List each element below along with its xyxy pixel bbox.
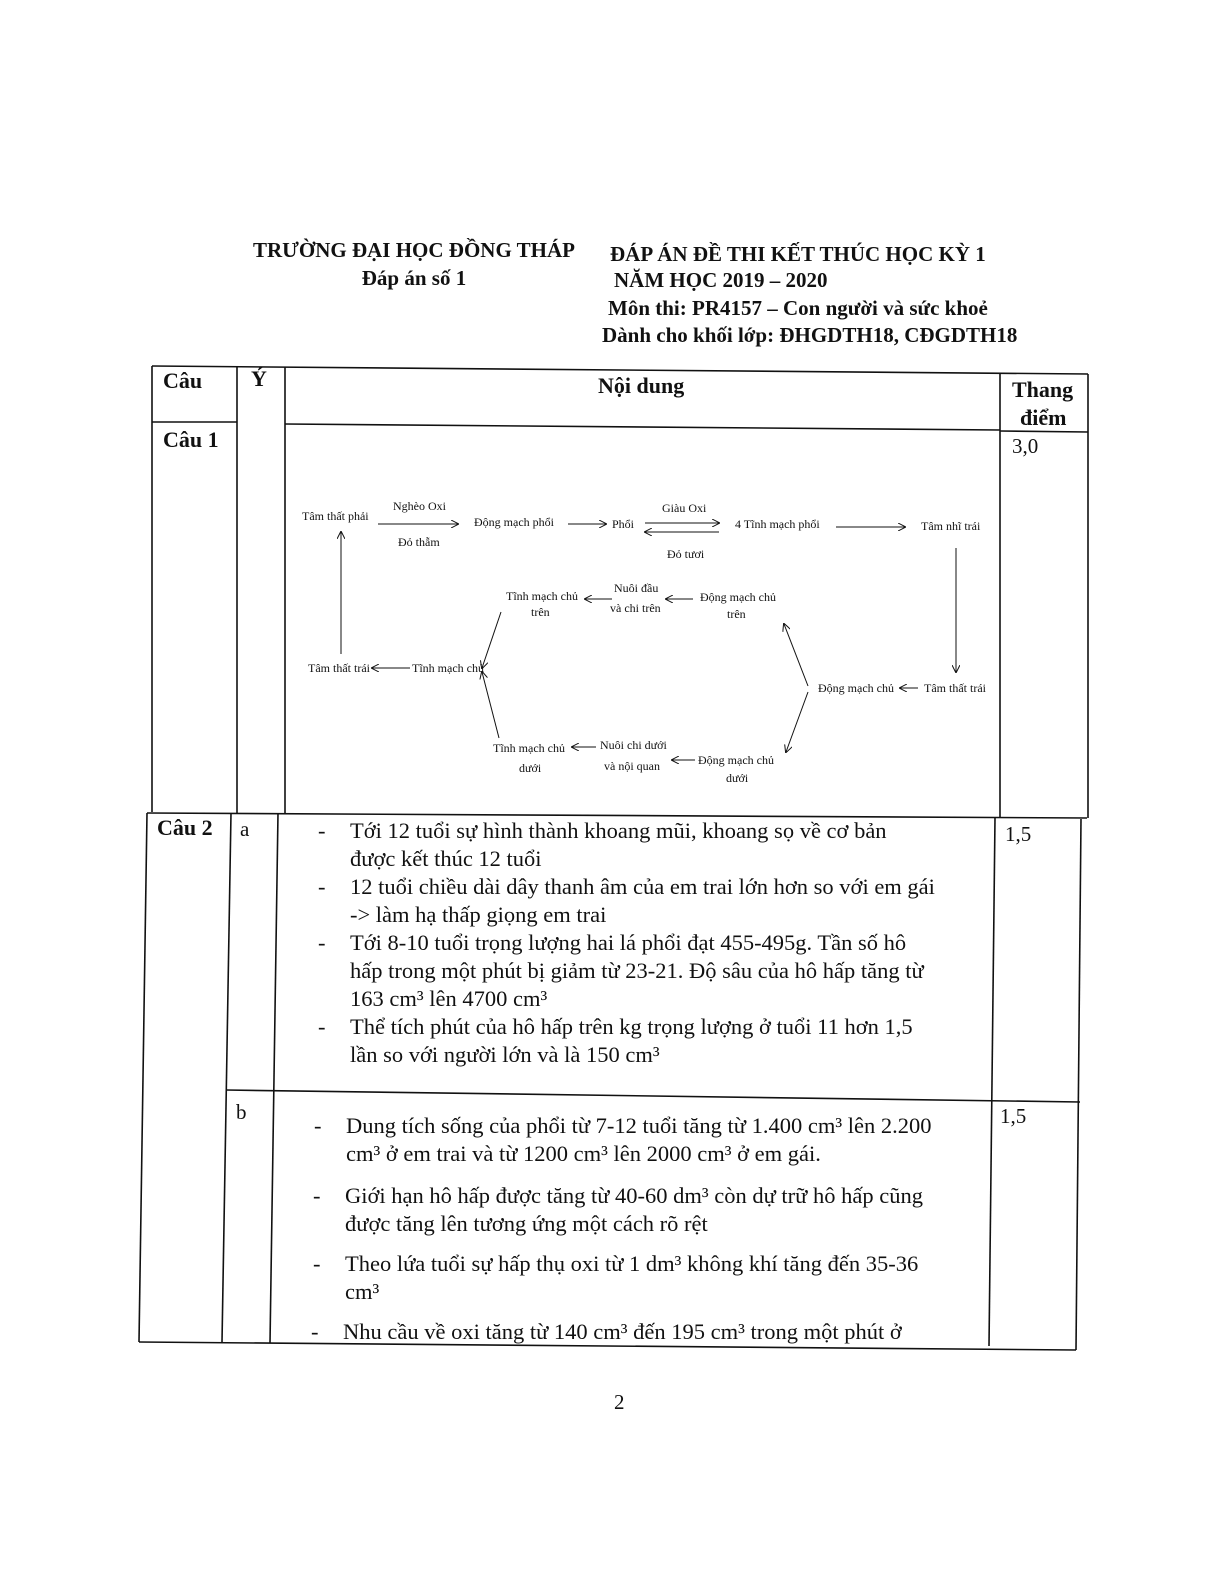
bullet-line: hấp trong một phút bị giảm từ 23-21. Độ sâu của hô hấp tăng từ bbox=[350, 958, 924, 983]
label-tinh-mach-chu-duoi-1: Tĩnh mạch chủ bbox=[493, 741, 565, 755]
cau2b-bullet-1 bbox=[314, 1112, 984, 1168]
cau2a-score: 1,5 bbox=[1005, 822, 1032, 846]
circulation-diagram bbox=[290, 490, 1000, 800]
bullet-dash: - bbox=[318, 930, 326, 955]
bullet-dash: - bbox=[318, 818, 326, 843]
arrow-svc-to-vena-cava bbox=[482, 612, 501, 668]
label-tinh-mach-chu-duoi-2: dưới bbox=[519, 761, 542, 775]
bullet-line: cm³ bbox=[345, 1279, 380, 1304]
label-nuoi-chi-duoi-1: Nuôi chi dưới bbox=[600, 738, 667, 752]
label-giau-oxi: Giàu Oxi bbox=[662, 501, 707, 515]
bullet-line: Tới 12 tuổi sự hình thành khoang mũi, khoang sọ về cơ bản bbox=[350, 818, 887, 843]
cau1-score: 3,0 bbox=[1012, 434, 1039, 458]
label-ngheo-oxi: Nghèo Oxi bbox=[393, 499, 446, 513]
bullet-line: Giới hạn hô hấp được tăng từ 40-60 dm³ còn dự trữ hô hấp cũng bbox=[345, 1183, 923, 1208]
header-row-bottom-3 bbox=[1000, 431, 1088, 432]
bullet-line: được tăng lên tương ứng một cách rõ rệt bbox=[345, 1211, 708, 1236]
subject-line: Môn thi: PR4157 – Con người và sức khoẻ bbox=[608, 296, 988, 320]
university-name: TRƯỜNG ĐẠI HỌC ĐỒNG THÁP bbox=[252, 238, 575, 262]
col-divider-2-bottom bbox=[270, 813, 278, 1343]
arrow-ivc-to-vena-cava bbox=[482, 672, 499, 738]
cau1-label: Câu 1 bbox=[163, 427, 219, 452]
school-year: NĂM HỌC 2019 – 2020 bbox=[614, 268, 828, 292]
label-dong-mach-chu-tren-1: Động mạch chủ bbox=[700, 590, 776, 604]
page-number: 2 bbox=[614, 1390, 625, 1414]
bullet-dash: - bbox=[313, 1251, 321, 1276]
arrow-aorta-to-upper-artery bbox=[784, 624, 808, 686]
col-divider-1-bottom bbox=[222, 813, 231, 1342]
label-tinh-mach-chu-tren-1: Tĩnh mạch chủ bbox=[506, 589, 578, 603]
label-nuoi-dau-1: Nuôi đầu bbox=[614, 581, 659, 595]
label-do-tuoi: Đỏ tươi bbox=[667, 547, 705, 561]
cau2-label: Câu 2 bbox=[157, 815, 213, 840]
label-tam-that-trai-left: Tâm thất trái bbox=[308, 661, 370, 675]
cau2a-label: a bbox=[240, 817, 250, 841]
label-dong-mach-chu-tren-2: trên bbox=[727, 607, 746, 621]
cau2a-bullet-2 bbox=[318, 873, 988, 929]
bullet-line: Thể tích phút của hô hấp trên kg trọng lượng ở tuổi 11 hơn 1,5 bbox=[350, 1014, 913, 1039]
col-header-diem: điểm bbox=[1020, 405, 1067, 430]
label-tinh-mach-chu: Tĩnh mạch chủ bbox=[412, 661, 484, 675]
label-dong-mach-chu-duoi-2: dưới bbox=[726, 771, 749, 785]
table-left-border-bottom bbox=[139, 813, 147, 1342]
bullet-line: -> làm hạ thấp giọng em trai bbox=[350, 902, 607, 927]
col-header-thang: Thang bbox=[1012, 377, 1074, 402]
label-tinh-mach-phoi: 4 Tĩnh mạch phổi bbox=[735, 517, 820, 531]
bullet-dash: - bbox=[313, 1183, 321, 1208]
col-header-noi-dung: Nội dung bbox=[598, 373, 685, 398]
cau2a-bullet-3 bbox=[318, 929, 988, 1013]
exam-title: ĐÁP ÁN ĐỀ THI KẾT THÚC HỌC KỲ 1 bbox=[610, 242, 986, 266]
header-row-bottom-2 bbox=[285, 424, 1000, 430]
label-phoi: Phổi bbox=[612, 517, 635, 531]
cau2a-bullet-1 bbox=[318, 817, 988, 873]
bullet-line: 12 tuổi chiều dài dây thanh âm của em trai lớn hơn so với em gái bbox=[350, 874, 935, 899]
bullet-line: được kết thúc 12 tuổi bbox=[350, 846, 542, 871]
col-header-cau: Câu bbox=[163, 368, 203, 393]
bullet-dash: - bbox=[314, 1113, 322, 1138]
label-dong-mach-chu: Động mạch chủ bbox=[818, 681, 894, 695]
bullet-dash: - bbox=[311, 1319, 319, 1344]
col-divider-3-bottom bbox=[989, 818, 995, 1346]
label-do-tham: Đỏ thẫm bbox=[398, 535, 440, 549]
bullet-line: Tới 8-10 tuổi trọng lượng hai lá phổi đạt 455-495g. Tần số hô bbox=[350, 930, 907, 955]
label-tam-that-phai: Tâm thất phải bbox=[302, 509, 369, 523]
arrow-aorta-to-lower-artery bbox=[786, 692, 808, 752]
table-right-border-bottom bbox=[1076, 819, 1081, 1350]
label-dong-mach-chu-duoi-1: Động mạch chủ bbox=[698, 753, 774, 767]
bullet-line: lần so với người lớn và là 150 cm³ bbox=[350, 1042, 660, 1067]
label-dong-mach-phoi: Động mạch phổi bbox=[474, 515, 554, 529]
label-tam-nhi-trai: Tâm nhĩ trái bbox=[921, 519, 981, 533]
answer-number: Đáp án số 1 bbox=[361, 266, 467, 290]
label-tam-that-trai-right: Tâm thất trái bbox=[924, 681, 986, 695]
label-nuoi-chi-duoi-2: và nội quan bbox=[604, 759, 660, 773]
col-header-y: Ý bbox=[251, 366, 267, 391]
bullet-line: Theo lứa tuổi sự hấp thụ oxi từ 1 dm³ không khí tăng đến 35-36 bbox=[345, 1251, 919, 1276]
cau2a-bullet-4 bbox=[318, 1013, 988, 1069]
cau2b-bullet-4 bbox=[311, 1318, 981, 1346]
bullet-dash: - bbox=[318, 1014, 326, 1039]
bullet-line: Nhu cầu về oxi tăng từ 140 cm³ đến 195 cm³ trong một phút ở bbox=[343, 1319, 902, 1344]
cau2b-bullet-2 bbox=[313, 1182, 983, 1238]
bullet-line: Dung tích sống của phổi từ 7-12 tuổi tăng từ 1.400 cm³ lên 2.200 bbox=[346, 1113, 932, 1138]
cau2b-score: 1,5 bbox=[1000, 1104, 1027, 1128]
cau2b-label: b bbox=[236, 1100, 247, 1124]
row-divider-a-b bbox=[226, 1090, 1080, 1102]
bullet-dash: - bbox=[318, 874, 326, 899]
bullet-line: cm³ ở em trai và từ 1200 cm³ lên 2000 cm³ ở em gái. bbox=[346, 1141, 821, 1166]
bullet-line: 163 cm³ lên 4700 cm³ bbox=[350, 986, 548, 1011]
cau2b-bullet-3 bbox=[313, 1250, 983, 1306]
label-nuoi-dau-2: và chi trên bbox=[610, 601, 661, 615]
classes-line: Dành cho khối lớp: ĐHGDTH18, CĐGDTH18 bbox=[602, 323, 1018, 347]
label-tinh-mach-chu-tren-2: trên bbox=[531, 605, 550, 619]
